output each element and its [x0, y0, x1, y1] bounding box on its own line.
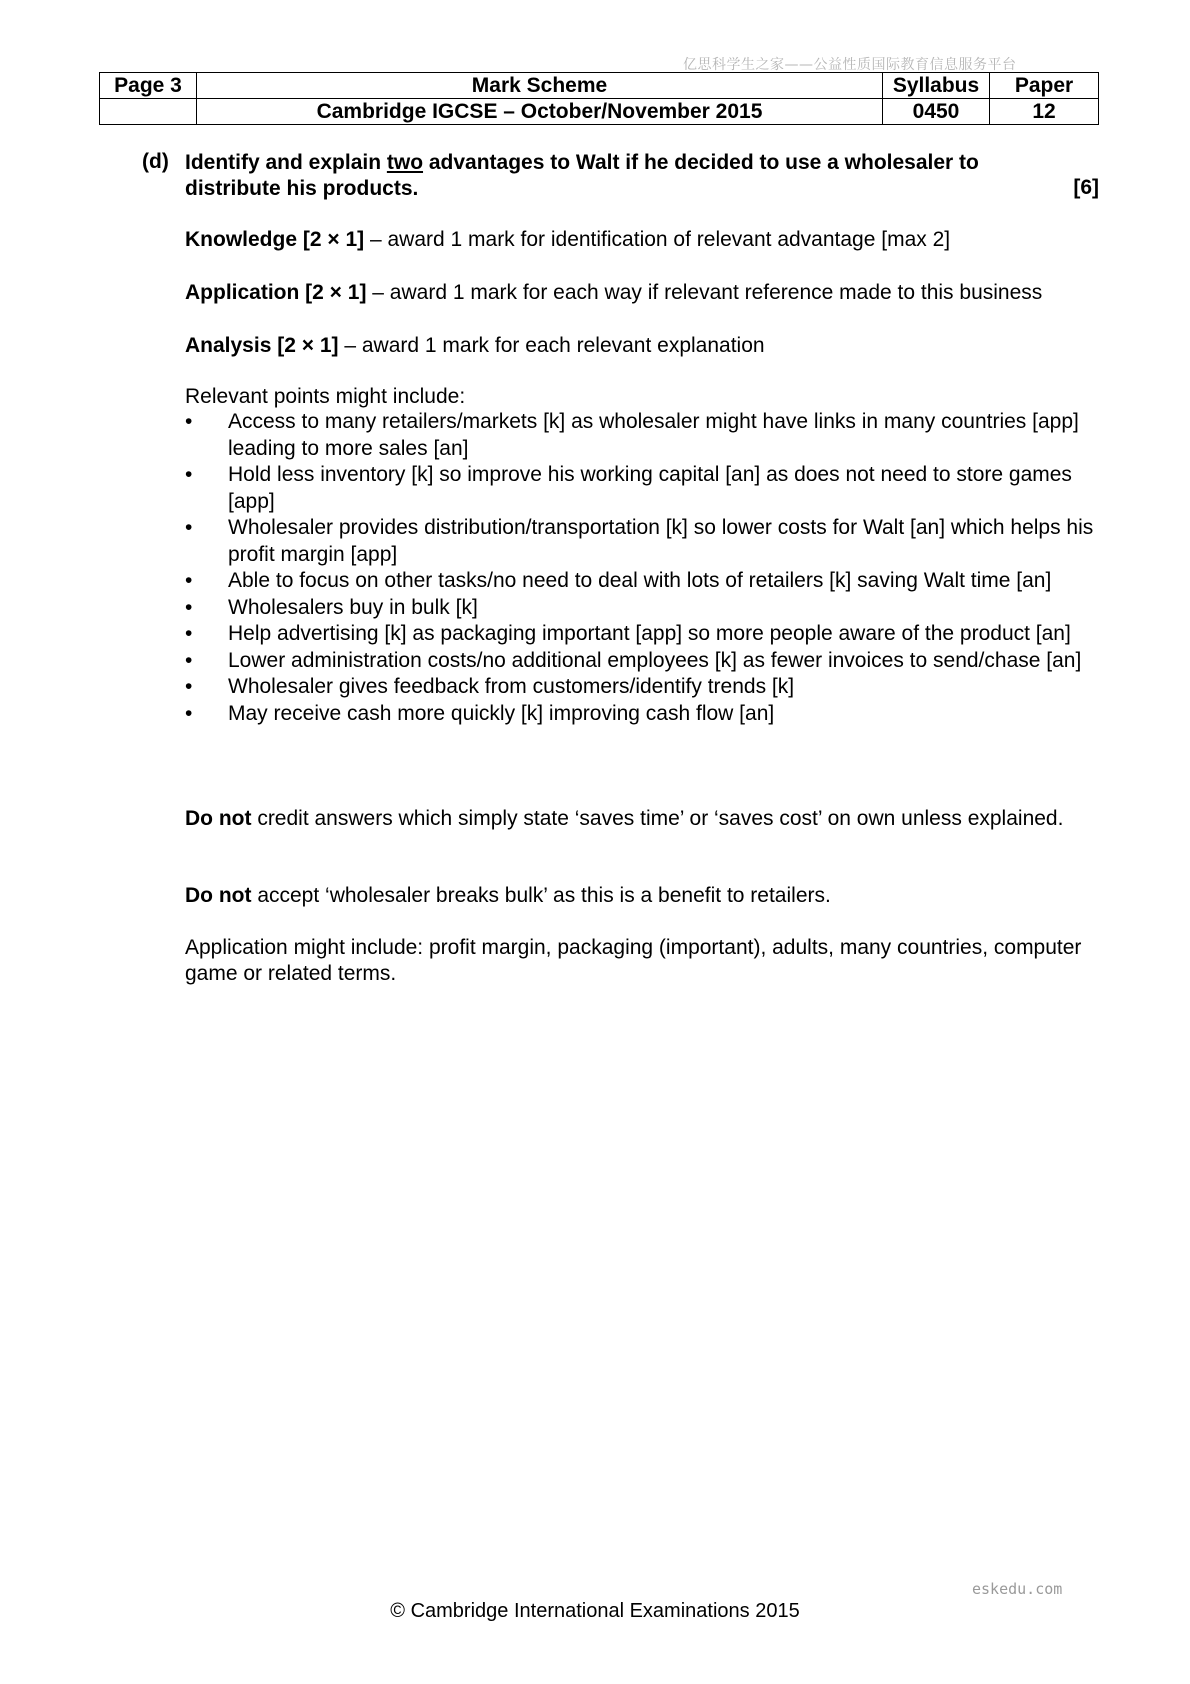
- list-item: [185, 701, 1105, 728]
- criterion-application: [185, 280, 1105, 306]
- empty-cell: [100, 99, 197, 125]
- point-text: Lower administration costs/no additional employees [k] as fewer invoices to send/chase [an]: [228, 648, 1082, 672]
- bullet: •: [185, 648, 193, 672]
- bullet: •: [185, 675, 193, 698]
- note-text: accept ‘wholesaler breaks bulk’ as this is a benefit to retailers.: [251, 884, 831, 907]
- application-note: Application might include: profit margin, packaging (important), adults, many countries, computer game or related terms.: [185, 936, 1082, 985]
- criterion-term: Application [2 × 1]: [185, 281, 367, 304]
- bullet: •: [185, 701, 193, 725]
- criterion-text: – award 1 mark for identification of relevant advantage [max 2]: [364, 228, 951, 251]
- question-emphasis: two: [386, 151, 424, 174]
- bullet: •: [185, 516, 193, 539]
- bullet: •: [185, 463, 193, 486]
- list-item: [185, 674, 1105, 701]
- note-do-not-credit: [185, 806, 1105, 832]
- criterion-term: Analysis [2 × 1]: [185, 334, 339, 357]
- question-text-end: advantages to Walt if he decided to use a wholesaler to distribute his products.: [185, 151, 979, 200]
- bullet: •: [185, 622, 193, 645]
- criterion-analysis: [185, 333, 1105, 359]
- point-text: Wholesalers buy in bulk [k]: [228, 595, 478, 619]
- note-do-not-accept: [185, 883, 1105, 909]
- criterion-term: Knowledge [2 × 1]: [185, 228, 365, 251]
- exam-name: Cambridge IGCSE – October/November 2015: [197, 99, 883, 125]
- point-text: Help advertising [k] as packaging important [app] so more people aware of the product [an]: [228, 622, 1071, 645]
- criterion-knowledge: [185, 227, 1105, 253]
- bullet: •: [185, 410, 193, 433]
- note-emphasis: Do not: [185, 807, 252, 830]
- syllabus-label: Syllabus: [883, 73, 990, 99]
- note-text: credit answers which simply state ‘saves time’ or ‘saves cost’ on own unless explained.: [251, 807, 1064, 830]
- points-intro: Relevant points might include:: [185, 385, 466, 408]
- list-item: [185, 515, 1105, 568]
- list-item: [185, 462, 1105, 515]
- relevant-points-list: [185, 409, 1105, 727]
- list-item: [185, 568, 1105, 595]
- paper-label: Paper: [990, 73, 1099, 99]
- note-emphasis: Do not: [185, 884, 252, 907]
- footer-copyright: © Cambridge International Examinations 2015: [390, 1600, 800, 1622]
- point-text: May receive cash more quickly [k] improving cash flow [an]: [228, 701, 775, 725]
- list-item: [185, 648, 1105, 675]
- criterion-text: – award 1 mark for each way if relevant reference made to this business: [366, 281, 1043, 304]
- point-text: Hold less inventory [k] so improve his working capital [an] as does not need to store games [app]: [228, 463, 1072, 513]
- document-title: Mark Scheme: [197, 73, 883, 99]
- point-text: Able to focus on other tasks/no need to deal with lots of retailers [k] saving Walt time [an]: [228, 569, 1052, 592]
- bullet: •: [185, 569, 193, 592]
- point-text: Wholesaler provides distribution/transportation [k] so lower costs for Walt [an] which helps his profit margin [app]: [228, 516, 1094, 566]
- paper-number: 12: [990, 99, 1099, 125]
- point-text: Wholesaler gives feedback from customers/identify trends [k]: [228, 675, 795, 698]
- question-text-start: Identify and explain: [185, 151, 387, 174]
- list-item: [185, 409, 1105, 462]
- list-item: [185, 621, 1105, 648]
- question-label: (d): [142, 150, 169, 173]
- page-number: Page 3: [100, 73, 197, 99]
- question-marks: [6]: [1073, 176, 1099, 199]
- point-text: Access to many retailers/markets [k] as wholesaler might have links in many countries [app] leading to more sales [an]: [228, 410, 1079, 460]
- watermark-top: 亿思科学生之家——公益性质国际教育信息服务平台: [683, 57, 1017, 73]
- bullet: •: [185, 595, 193, 619]
- header-table: [99, 72, 1099, 125]
- syllabus-code: 0450: [883, 99, 990, 125]
- question-text: [185, 150, 1065, 202]
- criterion-text: – award 1 mark for each relevant explanation: [338, 334, 765, 357]
- watermark-bottom: eskedu.com: [972, 1580, 1063, 1598]
- list-item: [185, 595, 1105, 622]
